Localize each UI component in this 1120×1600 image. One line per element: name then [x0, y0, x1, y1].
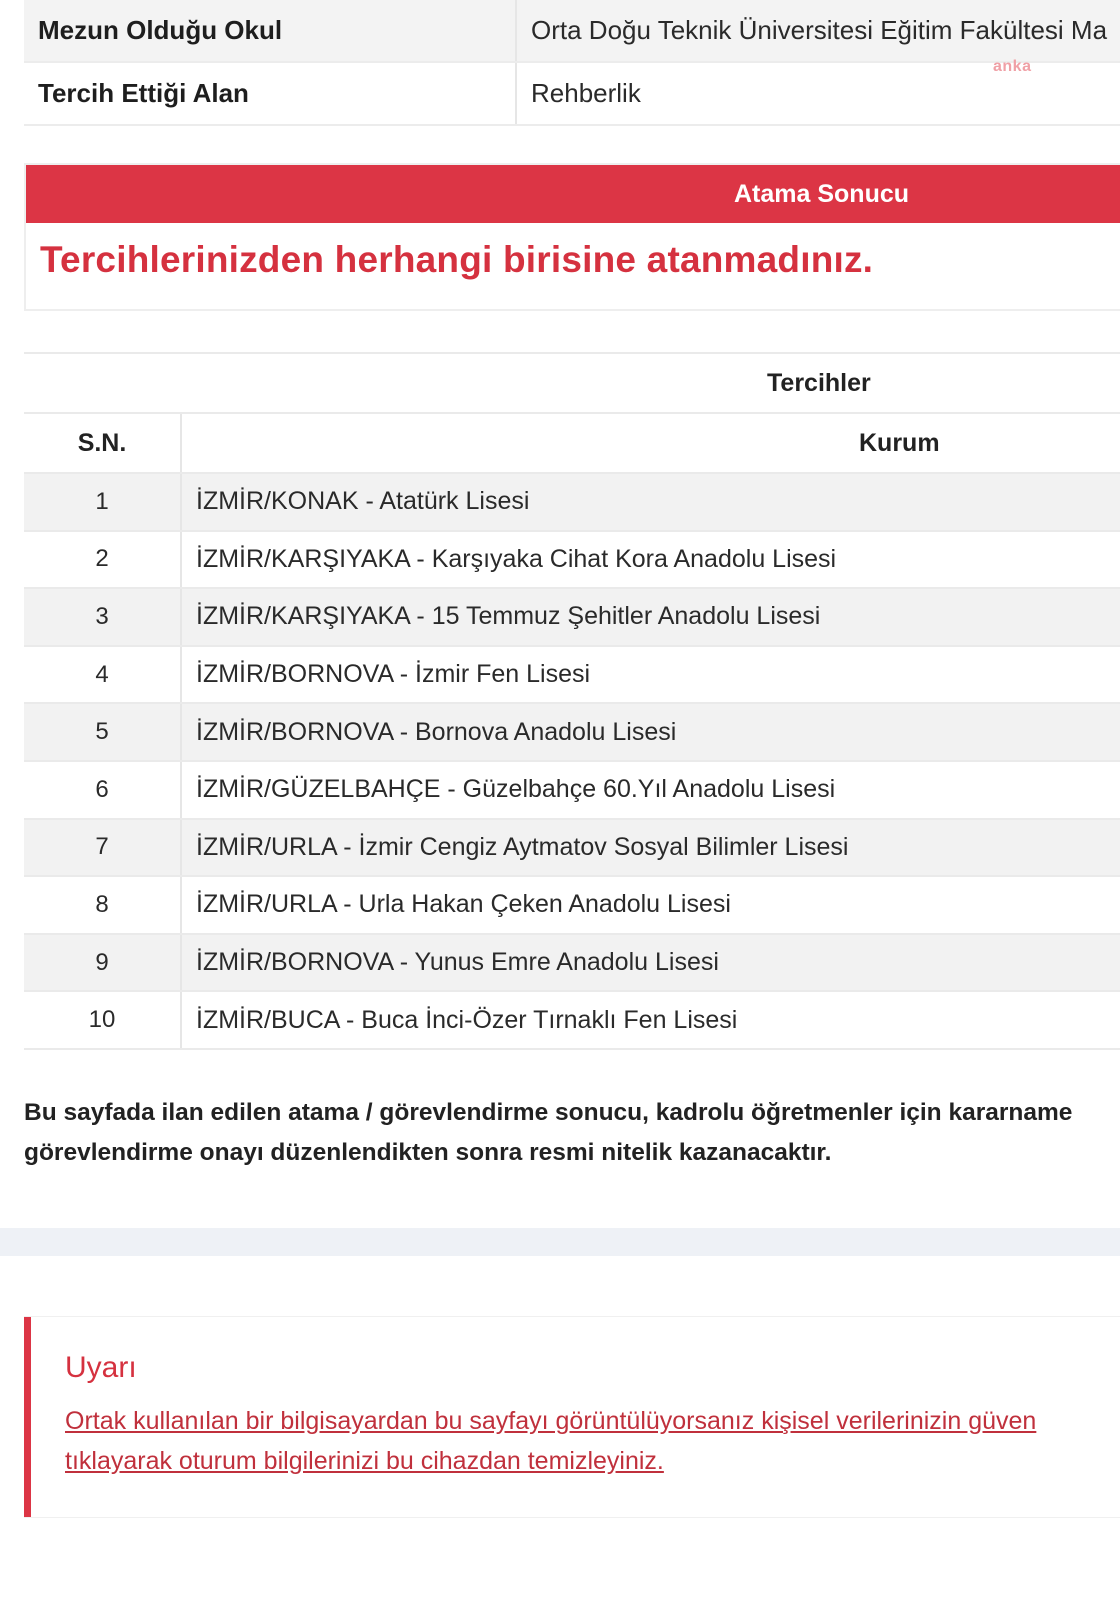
table-row — [24, 647, 1120, 705]
row-sn: 5 — [24, 704, 182, 760]
warning-line: tıklayarak oturum bilgilerinizi bu cihazdan temizleyiniz. — [65, 1447, 664, 1475]
assignment-result-box — [24, 163, 1120, 311]
info-label: Mezun Olduğu Okul — [24, 0, 517, 61]
table-row — [24, 704, 1120, 762]
notice-line: Bu sayfada ilan edilen atama / görevlendirme sonucu, kadrolu öğretmenler için kararname — [24, 1099, 1073, 1126]
warning-box — [24, 1316, 1120, 1518]
preferences-title — [24, 354, 1120, 414]
row-sn: 4 — [24, 647, 182, 703]
row-kurum: İZMİR/BORNOVA - İzmir Fen Lisesi — [196, 660, 591, 689]
info-label: Tercih Ettiği Alan — [24, 63, 517, 124]
section-divider-band — [0, 1228, 1120, 1256]
row-kurum: İZMİR/URLA - Urla Hakan Çeken Anadolu Lisesi — [196, 890, 731, 919]
watermark-logo: anka — [993, 58, 1032, 75]
row-kurum: İZMİR/URLA - İzmir Cengiz Aytmatov Sosyal Bilimler Lisesi — [196, 832, 849, 861]
info-value: Orta Doğu Teknik Üniversitesi Eğitim Fakültesi Ma — [531, 15, 1108, 45]
table-row — [24, 474, 1120, 532]
clear-session-link[interactable] — [65, 1401, 1036, 1481]
column-header-sn: S.N. — [24, 414, 182, 472]
row-kurum: İZMİR/KARŞIYAKA - Karşıyaka Cihat Kora Anadolu Lisesi — [196, 544, 837, 573]
row-sn: 3 — [24, 589, 182, 645]
table-row — [24, 532, 1120, 590]
preferences-title-label: Tercihler — [767, 368, 871, 397]
official-notice — [24, 1093, 1120, 1173]
info-value: Rehberlik — [531, 78, 641, 108]
table-row — [24, 820, 1120, 878]
table-row — [24, 762, 1120, 820]
table-row — [24, 877, 1120, 935]
row-sn: 7 — [24, 820, 182, 876]
table-row — [24, 992, 1120, 1050]
result-header — [26, 165, 1120, 223]
table-row — [24, 935, 1120, 993]
row-sn: 6 — [24, 762, 182, 818]
row-kurum: İZMİR/BUCA - Buca İnci-Özer Tırnaklı Fen Lisesi — [196, 1005, 738, 1034]
preferences-table — [24, 352, 1120, 1050]
result-message: Tercihlerinizden herhangi birisine atanmadınız. — [40, 239, 874, 280]
row-sn: 2 — [24, 532, 182, 588]
info-row-school — [24, 0, 1120, 63]
notice-line: görevlendirme onayı düzenlendikten sonra resmi nitelik kazanacaktır. — [24, 1139, 832, 1166]
preferences-header-row — [24, 414, 1120, 474]
row-kurum: İZMİR/KONAK - Atatürk Lisesi — [196, 487, 530, 516]
row-kurum: İZMİR/KARŞIYAKA - 15 Temmuz Şehitler Anadolu Lisesi — [196, 602, 821, 631]
result-header-label: Atama Sonucu — [734, 179, 910, 208]
row-kurum: İZMİR/GÜZELBAHÇE - Güzelbahçe 60.Yıl Anadolu Lisesi — [196, 775, 836, 804]
warning-title: Uyarı — [65, 1351, 137, 1384]
personal-info-table — [24, 0, 1120, 126]
row-sn: 1 — [24, 474, 182, 530]
warning-line: Ortak kullanılan bir bilgisayardan bu sayfayı görüntülüyorsanız kişisel verilerinizin güven — [65, 1407, 1037, 1435]
row-sn: 10 — [24, 992, 182, 1048]
info-row-field — [24, 63, 1120, 126]
table-row — [24, 589, 1120, 647]
column-header-kurum: Kurum — [859, 428, 940, 457]
row-kurum: İZMİR/BORNOVA - Bornova Anadolu Lisesi — [196, 717, 677, 746]
warning-accent-bar — [24, 1317, 31, 1517]
row-sn: 8 — [24, 877, 182, 933]
row-kurum: İZMİR/BORNOVA - Yunus Emre Anadolu Lisesi — [196, 948, 719, 977]
row-sn: 9 — [24, 935, 182, 991]
